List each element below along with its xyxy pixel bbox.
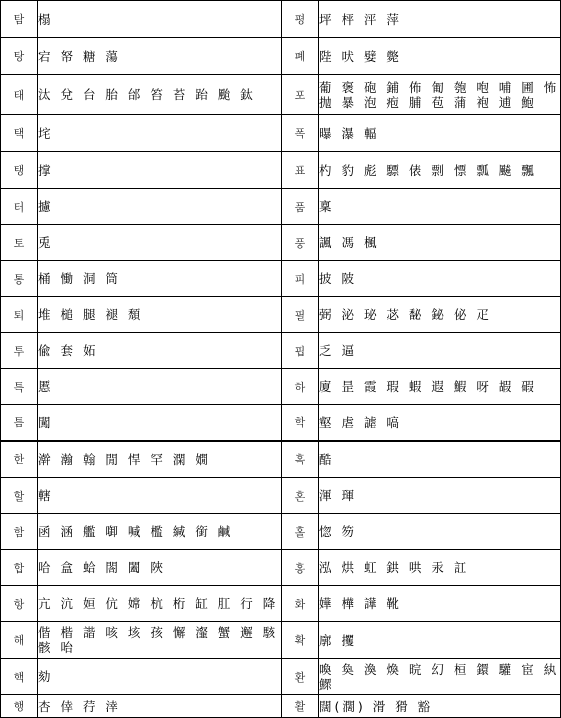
reading-cell: 포: [282, 75, 319, 115]
reading-cell: 활: [282, 695, 319, 718]
hanja-cell: 榻: [38, 1, 282, 38]
reading-cell: 틈: [1, 405, 38, 441]
hanja-cell: 諷 馮 楓: [319, 225, 561, 261]
hanja-cell: 偕 楷 諧 咳 垓 孩 懈 瀣 蟹 邂 駭 骸 咍: [38, 622, 282, 659]
reading-cell: 통: [1, 261, 38, 297]
table-row: [1, 622, 282, 659]
table-row: [282, 38, 561, 75]
table-row: [1, 659, 282, 695]
reading-cell: 합: [1, 550, 38, 586]
table-row: [1, 115, 282, 152]
reading-cell: 특: [1, 369, 38, 405]
hanja-cell: 陛 吠 嬖 斃: [319, 38, 561, 75]
reading-cell: 폭: [282, 115, 319, 152]
table-row: [1, 225, 282, 261]
table-row: [282, 1, 561, 38]
hanja-cell: 闖: [38, 405, 282, 441]
reading-cell: 확: [282, 622, 319, 659]
reading-cell: 표: [282, 152, 319, 189]
hanja-cell: 乏 逼: [319, 333, 561, 369]
hanja-cell: 兎: [38, 225, 282, 261]
table-row: [282, 75, 561, 115]
table-row: [282, 189, 561, 225]
reading-cell: 함: [1, 514, 38, 550]
reading-cell: 평: [282, 1, 319, 38]
table-row: [1, 38, 282, 75]
hanja-cell: 渾 琿: [319, 478, 561, 514]
hanja-cell: 汰 兌 台 胎 邰 笞 苔 跆 颱 鈦: [38, 75, 282, 115]
table-row: [1, 75, 282, 115]
hanja-cell: 劾: [38, 659, 282, 695]
reading-cell: 하: [282, 369, 319, 405]
reading-cell: 할: [1, 478, 38, 514]
reading-cell: 학: [282, 405, 319, 441]
table-row: [282, 369, 561, 405]
reading-cell: 퇴: [1, 297, 38, 333]
reading-cell: 해: [1, 622, 38, 659]
hanja-cell: 壑 虐 謔 嗃: [319, 405, 561, 441]
table-row: [282, 261, 561, 297]
reading-cell: 필: [282, 297, 319, 333]
table-row: [1, 297, 282, 333]
reading-cell: 홍: [282, 550, 319, 586]
reading-cell: 홀: [282, 514, 319, 550]
hanja-cell: 杏 倖 荇 涬: [38, 695, 282, 718]
hanja-cell: 宕 帑 糖 蕩: [38, 38, 282, 75]
hanja-cell: 曝 瀑 輻: [319, 115, 561, 152]
reading-cell: 핵: [1, 659, 38, 695]
reading-cell: 탕: [1, 38, 38, 75]
table-row: [282, 550, 561, 586]
hanja-cell: 坪 枰 泙 萍: [319, 1, 561, 38]
hanja-cell: 澣 瀚 翰 閒 悍 罕 澖 嫺: [38, 441, 282, 478]
hanja-cell: 函 涵 艦 啣 喊 檻 緘 銜 鹹: [38, 514, 282, 550]
hanja-cell: 泓 烘 虹 鉷 哄 汞 訌: [319, 550, 561, 586]
table-row: [1, 333, 282, 369]
table-row: [282, 441, 561, 478]
reading-cell: 환: [282, 659, 319, 695]
hanja-cell: 哈 盒 蛤 閤 闔 陜: [38, 550, 282, 586]
reading-cell: 핍: [282, 333, 319, 369]
table-row: [1, 695, 282, 718]
reading-cell: 폐: [282, 38, 319, 75]
hanja-cell: 弼 泌 珌 苾 馝 鉍 佖 疋: [319, 297, 561, 333]
hanja-cell: 堆 槌 腿 褪 頹: [38, 297, 282, 333]
hanja-cell: 撑: [38, 152, 282, 189]
reading-cell: 혹: [282, 441, 319, 478]
reading-cell: 투: [1, 333, 38, 369]
right-column-table: [281, 0, 561, 718]
hanja-cell: 桶 慟 洞 筒: [38, 261, 282, 297]
hanja-cell: 杓 豹 彪 驃 俵 剽 慓 瓢 飇 飄: [319, 152, 561, 189]
hanja-cell: 亢 沆 姮 伉 嫦 杭 桁 缸 肛 行 降: [38, 586, 282, 622]
hanja-cell: 嬅 樺 譁 靴: [319, 586, 561, 622]
reading-cell: 탐: [1, 1, 38, 38]
table-row: [1, 189, 282, 225]
hanja-cell: 惚 笏: [319, 514, 561, 550]
table-row: [1, 405, 282, 441]
hanja-cell: 披 陂: [319, 261, 561, 297]
table-row: [1, 261, 282, 297]
table-row: [282, 152, 561, 189]
reading-cell: 화: [282, 586, 319, 622]
table-row: [1, 514, 282, 550]
reading-cell: 풍: [282, 225, 319, 261]
hanja-cell: 廈 昰 霞 瑕 蝦 遐 鰕 呀 嘏 碬: [319, 369, 561, 405]
table-row: [282, 297, 561, 333]
hanja-cell: 稟: [319, 189, 561, 225]
table-row: [282, 478, 561, 514]
reading-cell: 태: [1, 75, 38, 115]
hanja-cell: 廓 攫: [319, 622, 561, 659]
table-row: [282, 695, 561, 718]
hanja-cell: 慝: [38, 369, 282, 405]
table-row: [1, 586, 282, 622]
reading-cell: 항: [1, 586, 38, 622]
reading-cell: 혼: [282, 478, 319, 514]
hanja-cell: 喚 奐 渙 煥 晥 幻 桓 鐶 驩 宦 紈 鰥: [319, 659, 561, 695]
table-row: [1, 369, 282, 405]
reading-cell: 토: [1, 225, 38, 261]
reading-cell: 품: [282, 189, 319, 225]
reading-cell: 터: [1, 189, 38, 225]
hanja-cell: 攄: [38, 189, 282, 225]
table-row: [282, 514, 561, 550]
table-row: [1, 550, 282, 586]
hanja-cell: 葡 褒 砲 鋪 佈 匍 匏 咆 哺 圃 怖 抛 暴 泡 疱 脯 苞 蒲 袍 逋 鮑: [319, 75, 561, 115]
hanja-cell: 偸 套 妬: [38, 333, 282, 369]
reading-cell: 행: [1, 695, 38, 718]
table-row: [282, 333, 561, 369]
table-row: [282, 405, 561, 441]
hanja-cell: 轄: [38, 478, 282, 514]
table-row: [282, 586, 561, 622]
table-row: [1, 152, 282, 189]
table-row: [282, 659, 561, 695]
table-row: [282, 225, 561, 261]
hanja-cell: 闊(濶) 滑 猾 豁: [319, 695, 561, 718]
reading-cell: 탱: [1, 152, 38, 189]
table-row: [282, 115, 561, 152]
reading-cell: 한: [1, 441, 38, 478]
hanja-cell: 垞: [38, 115, 282, 152]
table-row: [1, 441, 282, 478]
table-row: [1, 478, 282, 514]
table-row: [282, 622, 561, 659]
reading-cell: 택: [1, 115, 38, 152]
reading-cell: 피: [282, 261, 319, 297]
hanja-cell: 酷: [319, 441, 561, 478]
table-row: [1, 1, 282, 38]
